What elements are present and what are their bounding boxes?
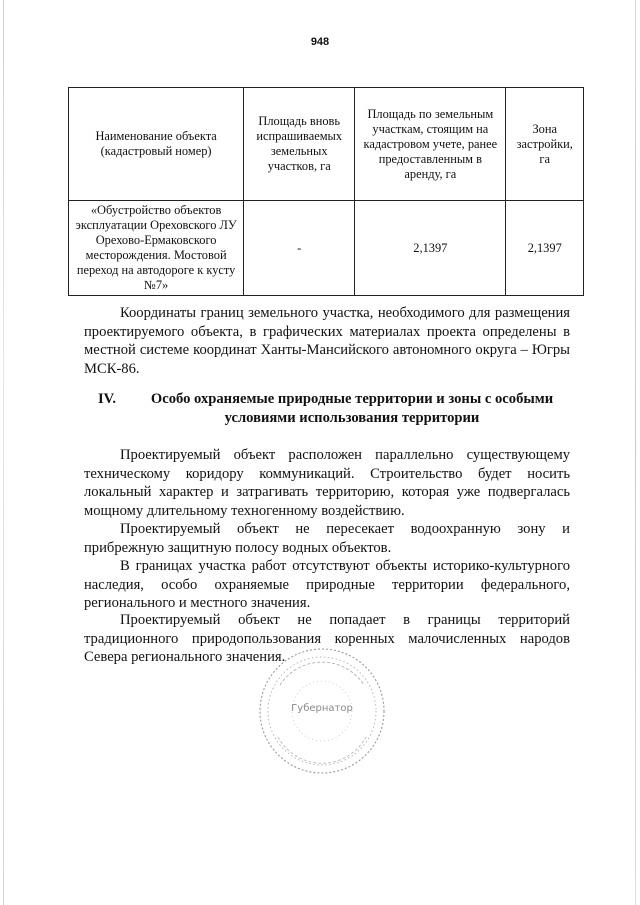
section-heading: [84, 390, 570, 428]
objects-table: [68, 87, 584, 296]
coordinates-paragraph: Координаты границ земельного участка, необходимого для размещения проектируемого объекта, в графических материалах проекта определены в местной системе координат Ханты-Мансийского автономного округа – Югры МСК-86.: [84, 305, 570, 377]
header-zone: Зона застройки, га: [506, 88, 584, 201]
header-object-name: Наименование объекта (кадастровый номер): [69, 88, 244, 201]
paragraph-location: Проектируемый объект расположен параллельно существующему техническому коридору коммуникаций. Строительство будет носить локальный характер и затрагивать территорию, которая уже подвергалась мощному длительному техногенному воздействию.: [84, 447, 570, 519]
paragraph-traditional-land: Проектируемый объект не попадает в границы территорий традиционного природопользования коренных малочисленных народов Севера регионального значения.: [84, 612, 570, 666]
header-new-area: Площадь вновь испрашиваемых земельных участков, га: [244, 88, 355, 201]
section-number: IV.: [98, 391, 116, 407]
cell-zone: 2,1397: [506, 201, 584, 296]
paragraph-heritage: В границах участка работ отсутствуют объекты историко-культурного наследия, особо охраняемые природные территории федерального, регионального и местного значения.: [84, 558, 570, 612]
paragraph-water-zone: Проектируемый объект не пересекает водоохранную зону и прибрежную защитную полосу водных объектов.: [84, 521, 570, 556]
table-row: [69, 201, 584, 296]
stamp-text: Губернатор: [291, 703, 353, 714]
page-number: 948: [310, 36, 330, 48]
cell-leased-area: 2,1397: [355, 201, 506, 296]
scan-edge-left: [3, 0, 4, 905]
scan-edge-right: [635, 0, 636, 905]
cell-new-area: -: [244, 201, 355, 296]
header-leased-area: Площадь по земельным участкам, стоящим на кадастровом учете, ранее предоставленным в аренду, га: [355, 88, 506, 201]
table-header-row: [69, 88, 584, 201]
section-title: Особо охраняемые природные территории и зоны с особыми условиями использования территории: [150, 391, 554, 426]
cell-object-name: «Обустройство объектов эксплуатации Ореховского ЛУ Орехово-Ермаковского месторождения. Мостовой переход на автодороге к кусту №7»: [69, 201, 244, 296]
seal-stamp-icon: [256, 645, 388, 777]
